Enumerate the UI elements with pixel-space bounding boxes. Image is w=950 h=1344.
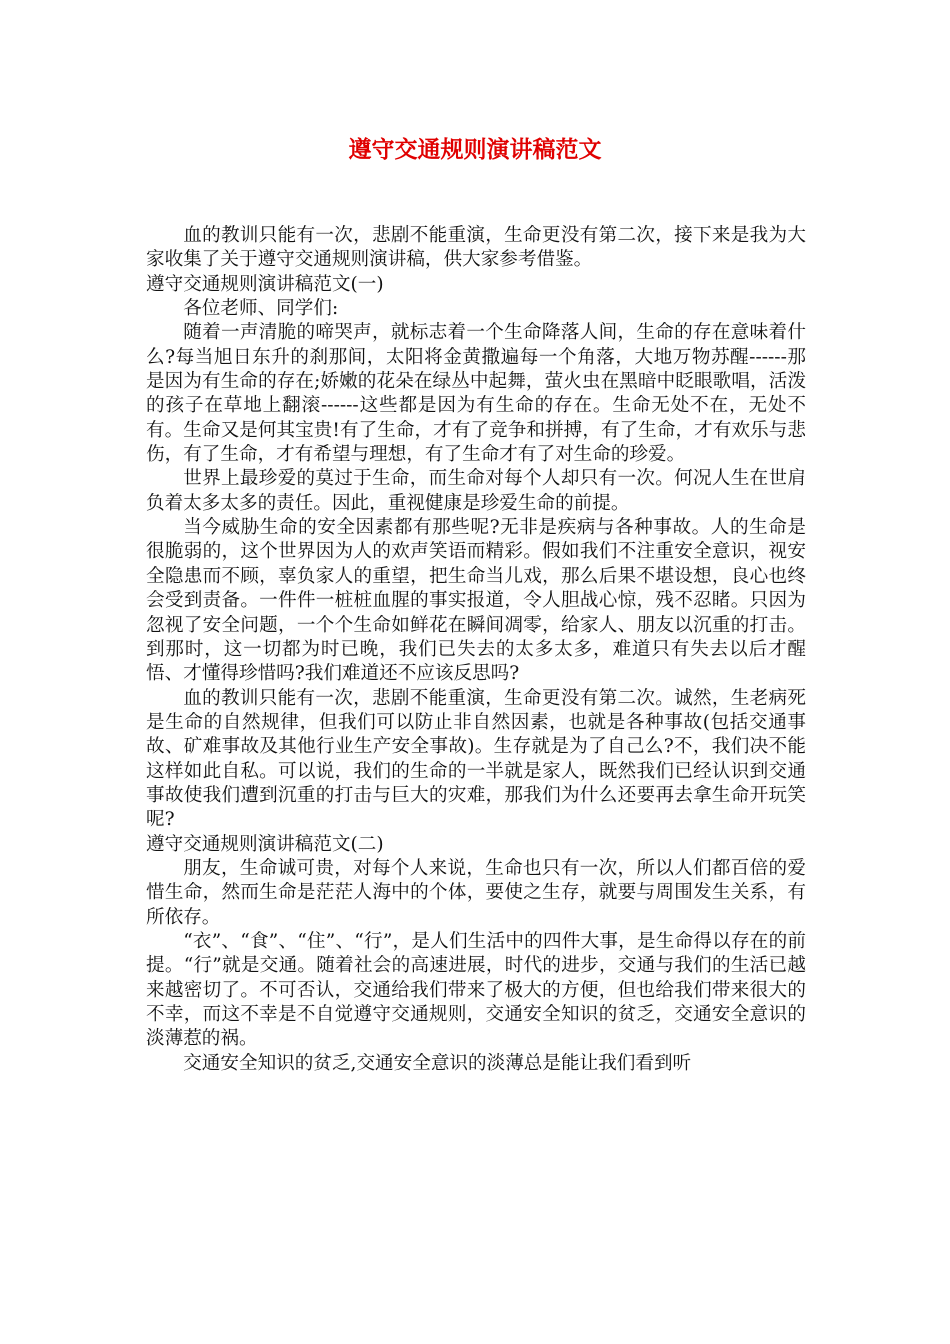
paragraph: “衣”、“食”、“住”、“行”，是人们生活中的四件大事，是生命得以存在的前提。“行”就是交通。随着社会的高速进展，时代的进步，交通与我们的生活已越来越密切了。不可否认，交通给我们带来了极大的方便，但也给我们带来很大的不幸，而这不幸是不自觉遵守交通规则，交通安全知识的贫乏，交通安全意识的淡薄惹的祸。 — [146, 930, 806, 1050]
paragraph-intro: 血的教训只能有一次，悲剧不能重演，生命更没有第二次，接下来是我为大家收集了关于遵守交通规则演讲稿，供大家参考借鉴。 — [146, 225, 806, 271]
paragraph: 当今威胁生命的安全因素都有那些呢?无非是疾病与各种事故。人的生命是很脆弱的，这个世界因为人的欢声笑语而精彩。假如我们不注重安全意识，视安全隐患而不顾，辜负家人的重望，把生命当儿戏，那么后果不堪设想，良心也终会受到责备。一件件一桩桩血腥的事实报道，令人胆战心惊，残不忍睹。只因为忽视了安全问题，一个个生命如鲜花在瞬间凋零，给家人、朋友以沉重的打击。到那时，这一切都为时已晚，我们已失去的太多太多，难道只有失去以后才醒悟、才懂得珍惜吗?我们难道还不应该反思吗? — [146, 517, 806, 685]
paragraph: 交通安全知识的贫乏,交通安全意识的淡薄总是能让我们看到听 — [183, 1052, 692, 1074]
document-body — [146, 224, 806, 1076]
document-title: 遵守交通规则演讲稿范文 — [348, 137, 602, 163]
paragraph: 世界上最珍爱的莫过于生命，而生命对每个人却只有一次。何况人生在世肩负着太多太多的责任。因此，重视健康是珍爱生命的前提。 — [146, 468, 806, 514]
paragraph-greeting: 各位老师、同学们: — [183, 298, 339, 320]
paragraph: 血的教训只能有一次，悲剧不能重演，生命更没有第二次。诚然，生老病死是生命的自然规律，但我们可以防止非自然因素，也就是各种事故(包括交通事故、矿难事故及其他行业生产安全事故)。生存就是为了自己么?不，我们决不能这样如此自私。可以说，我们的生命的一半就是家人，既然我们已经认识到交通事故使我们遭到沉重的打击与巨大的灾难，那我们为什么还要再去拿生命开玩笑呢? — [146, 687, 806, 831]
section-heading-2: 遵守交通规则演讲稿范文(二) — [146, 833, 384, 855]
section-heading-1: 遵守交通规则演讲稿范文(一) — [146, 273, 384, 295]
paragraph: 朋友，生命诚可贵，对每个人来说，生命也只有一次，所以人们都百倍的爱惜生命，然而生命是茫茫人海中的个体，要使之生存，就要与周围发生关系，有所依存。 — [146, 857, 806, 928]
paragraph: 随着一声清脆的啼哭声，就标志着一个生命降落人间，生命的存在意味着什么?每当旭日东升的刹那间，太阳将金黄撒遍每一个角落，大地万物苏醒------那是因为有生命的存在;娇嫩的花朵在绿丛中起舞，萤火虫在黑暗中眨眼歌唱，活泼的孩子在草地上翻滚------这些都是因为有生命的存在。生命无处不在，无处不有。生命又是何其宝贵!有了生命，才有了竞争和拼搏，有了生命，才有欢乐与悲伤，有了生命，才有希望与理想，有了生命才有了对生命的珍爱。 — [146, 322, 806, 466]
